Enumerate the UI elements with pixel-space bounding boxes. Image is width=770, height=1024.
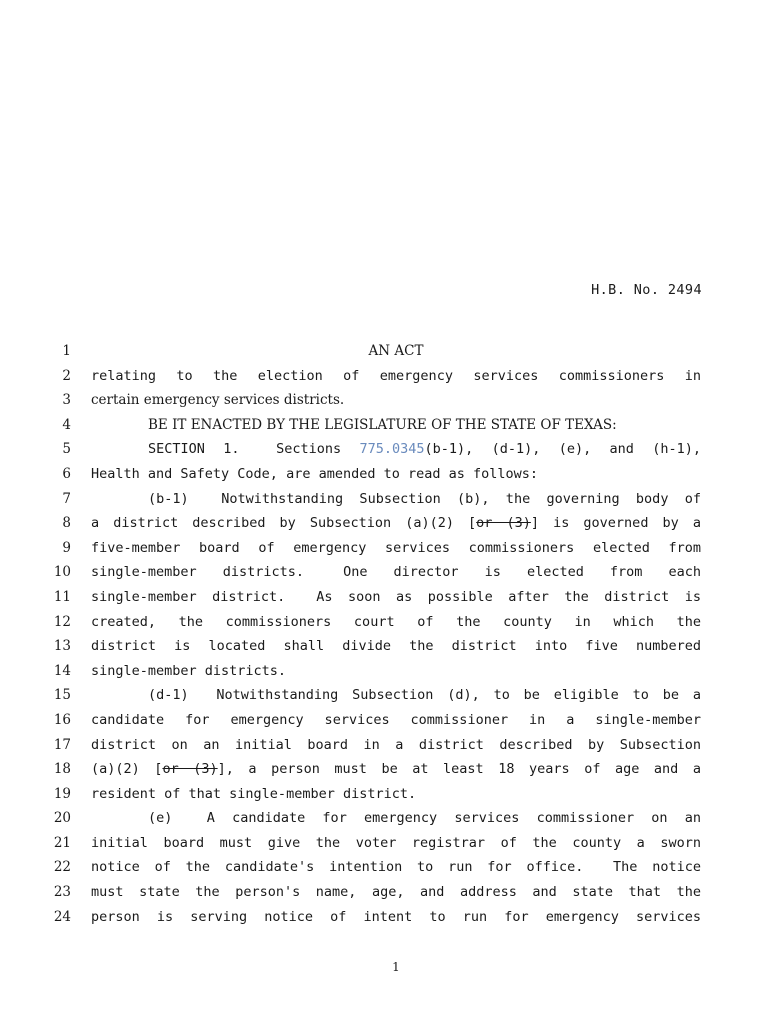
bill-line [0,734,770,759]
bill-line [0,537,770,562]
bill-number: H.B. No. 2494 [591,282,702,298]
line-text: single-member districts. One director is elected from each [91,564,701,581]
bill-line [0,660,770,685]
line-number: 19 [53,785,71,802]
bill-line [0,611,770,636]
bill-line [0,635,770,660]
line-number: 10 [53,564,71,581]
bill-line [0,783,770,808]
bill-line [0,807,770,832]
line-text: notice of the candidate's intention to run for office. The notice [91,859,701,876]
bill-line [0,856,770,881]
line-number: 14 [53,662,71,679]
bill-text [0,340,770,930]
line-number: 7 [62,490,71,507]
bill-line [0,414,770,439]
line-text: candidate for emergency services commissioner in a single-member [91,711,701,728]
line-text: single-member districts. [91,662,287,679]
bill-line [0,684,770,709]
line-text-segment: a district described by Subsection (a)(2) [ [91,515,477,532]
line-text: Health and Safety Code, are amended to read as follows: [91,465,539,482]
line-text: (e) A candidate for emergency services commissioner on an [148,810,701,827]
line-number: 20 [53,810,71,827]
bill-line [0,881,770,906]
bill-line [0,365,770,390]
line-text: person is serving notice of intent to run for emergency services [91,908,701,925]
line-number: 13 [53,638,71,655]
bill-line [0,906,770,931]
bill-line [0,512,770,537]
bill-line [0,340,770,365]
line-text: resident of that single-member district. [91,785,417,802]
bill-line [0,709,770,734]
struck-text: or (3) [476,515,531,532]
line-number: 5 [62,441,71,458]
bill-line [0,561,770,586]
page-number: 1 [392,960,400,974]
line-text-segment: (a)(2) [ [91,761,163,778]
line-text [91,441,701,457]
line-text: must state the person's name, age, and address and state that the [91,884,701,901]
line-number: 2 [62,367,71,384]
line-number: 21 [53,834,71,851]
line-text-segment: ] is governed by a [530,515,701,532]
act-heading: AN ACT [368,343,424,359]
bill-line [0,488,770,513]
line-text [91,515,701,531]
line-number: 17 [53,736,71,753]
line-text: initial board must give the voter registrar of the county a sworn [91,834,701,851]
line-number: 16 [53,711,71,728]
line-text: (b-1) Notwithstanding Subsection (b), the governing body of [148,490,701,507]
line-number: 24 [53,908,71,925]
line-text: five-member board of emergency services commissioners elected from [91,539,701,556]
line-number: 8 [62,515,71,532]
bill-line [0,389,770,414]
line-text: created, the commissioners court of the county in which the [91,613,701,630]
line-number: 3 [62,392,71,409]
enacting-clause: BE IT ENACTED BY THE LEGISLATURE OF THE STATE OF TEXAS: [148,416,617,433]
bill-line [0,438,770,463]
line-text: (d-1) Notwithstanding Subsection (d), to be eligible to be a [148,687,701,704]
line-number: 1 [62,343,71,359]
line-text: single-member district. As soon as possible after the district is [91,588,701,605]
line-number: 9 [62,539,71,556]
line-number: 18 [53,761,71,778]
bill-line [0,758,770,783]
line-number: 22 [53,859,71,876]
line-text: certain emergency services districts. [91,392,345,409]
line-number: 11 [53,588,71,605]
code-section-link[interactable]: 775.0345 [359,441,425,458]
line-text-segment: ], a person must be at least 18 years of age and a [217,761,701,778]
line-text: relating to the election of emergency services commissioners in [91,367,701,384]
line-number: 12 [53,613,71,630]
line-text [91,761,701,777]
struck-text: or (3) [162,761,218,778]
bill-line [0,832,770,857]
bill-line [0,463,770,488]
bill-line [0,586,770,611]
line-text: district is located shall divide the district into five numbered [91,638,701,655]
line-number: 15 [53,687,71,704]
line-text: district on an initial board in a district described by Subsection [91,736,701,753]
line-text-segment: SECTION 1. Sections [148,441,360,458]
line-number: 6 [62,465,71,482]
line-number: 23 [53,884,71,901]
line-text-segment: (b-1), (d-1), (e), and (h-1), [424,441,702,458]
line-number: 4 [62,416,71,433]
